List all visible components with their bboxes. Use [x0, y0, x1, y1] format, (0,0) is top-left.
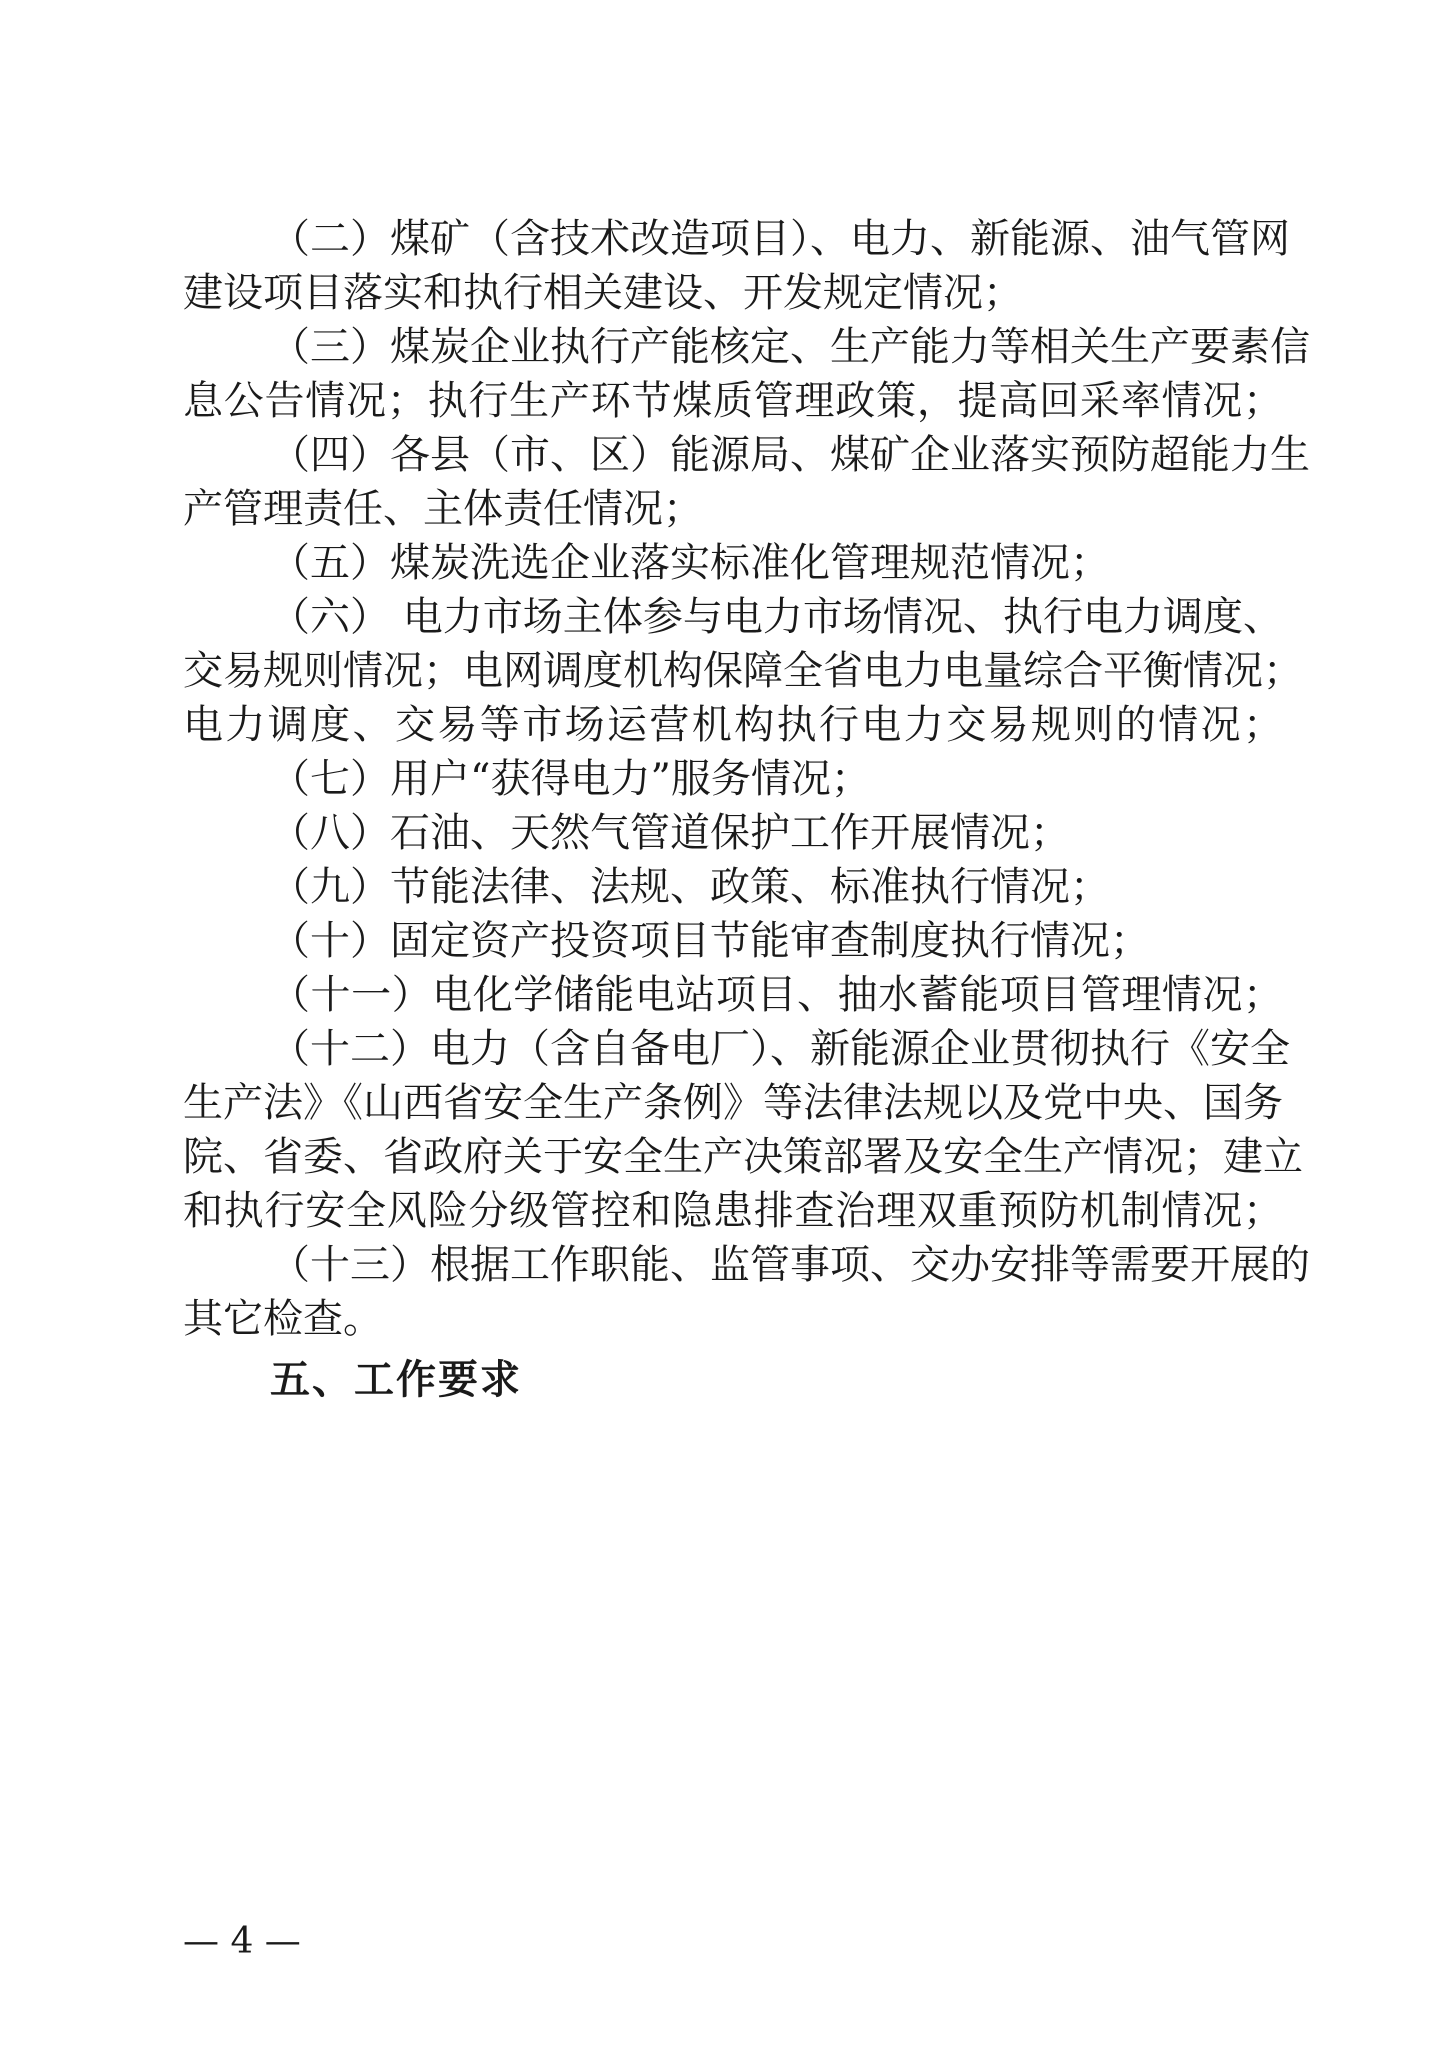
paragraph-line: 交易规则情况；电网调度机构保障全省电力电量综合平衡情况；	[183, 648, 1303, 694]
paragraph-line: 和执行安全风险分级管控和隐患排查治理双重预防机制情况；	[183, 1188, 1283, 1234]
paragraph-line: 建设项目落实和执行相关建设、开发规定情况；	[183, 270, 1023, 316]
paragraph-line: （五）煤炭洗选企业落实标准化管理规范情况；	[270, 540, 1110, 586]
section-heading: 五、工作要求	[270, 1357, 522, 1403]
paragraph-line: （四）各县（市、区）能源局、煤矿企业落实预防超能力生	[270, 432, 1310, 478]
page-number: — 4 —	[183, 1921, 301, 1962]
paragraph-line: 生产法》《山西省安全生产条例》等法律法规以及党中央、国务	[183, 1080, 1283, 1126]
paragraph-line: 电力调度、交易等市场运营机构执行电力交易规则的情况；	[183, 702, 1283, 748]
paragraph-line: （六） 电力市场主体参与电力市场情况、执行电力调度、	[270, 594, 1283, 640]
paragraph-line: （二）煤矿（含技术改造项目）、电力、新能源、油气管网	[270, 216, 1290, 262]
paragraph-line: 其它检查。	[183, 1296, 383, 1342]
paragraph-line: （十二）电力（含自备电厂）、新能源企业贯彻执行《安全	[270, 1026, 1290, 1072]
paragraph-line: （九）节能法律、法规、政策、标准执行情况；	[270, 864, 1110, 910]
paragraph-line: （八）石油、天然气管道保护工作开展情况；	[270, 810, 1070, 856]
paragraph-line: （十）固定资产投资项目节能审查制度执行情况；	[270, 918, 1150, 964]
paragraph-line: （十一）电化学储能电站项目、抽水蓄能项目管理情况；	[270, 972, 1283, 1018]
paragraph-line: （三）煤炭企业执行产能核定、生产能力等相关生产要素信	[270, 324, 1310, 370]
paragraph-line: 产管理责任、主体责任情况；	[183, 486, 703, 532]
paragraph-line: （十三）根据工作职能、监管事项、交办安排等需要开展的	[270, 1242, 1310, 1288]
paragraph-line: 院、省委、省政府关于安全生产决策部署及安全生产情况；建立	[183, 1134, 1303, 1180]
paragraph-line: （七）用户“获得电力”服务情况；	[270, 756, 871, 802]
paragraph-line: 息公告情况；执行生产环节煤质管理政策，提高回采率情况；	[183, 378, 1283, 424]
